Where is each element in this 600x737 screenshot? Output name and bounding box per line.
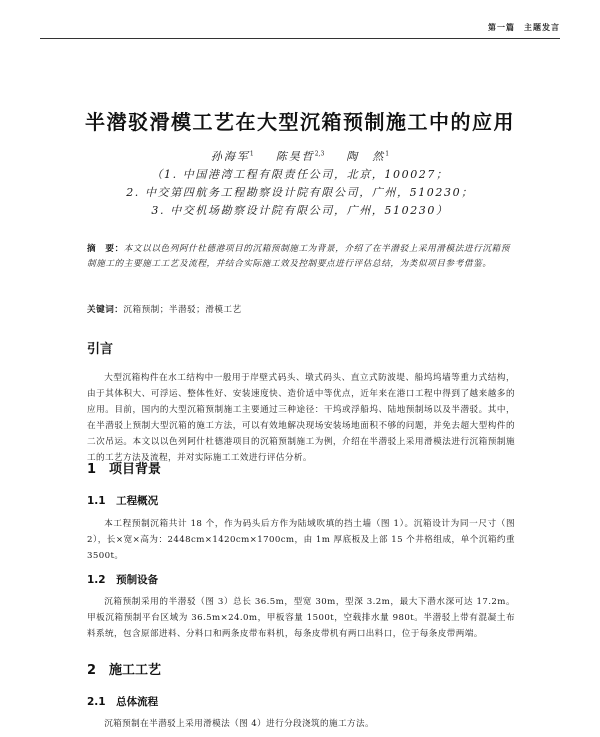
author-name: 孙海军 xyxy=(210,150,250,163)
equipment-paragraph: 沉箱预制采用的半潜驳（图 3）总长 36.5m，型宽 30m，型深 3.2m，最大下潜水深可达 17.2m。甲板沉箱预制平台区域为 36.5m×24.0m，甲板容量 1500t，空载排水量 980t。半潜驳上带有混凝土布料系统，包含原部进料、分料口和两条皮带布料机，每条皮带机有两口出料口，位于每条皮带两端。 xyxy=(87,597,515,639)
keywords xyxy=(87,303,515,317)
subsection-heading-equipment: 1.2 预制设备 xyxy=(87,574,159,586)
section-heading-intro: 引言 xyxy=(87,342,114,357)
section-heading-construction: 2 施工工艺 xyxy=(87,663,162,678)
author-name: 陈昊哲 xyxy=(275,150,315,163)
affiliation-line: （1. 中国港湾工程有限责任公司，北京，100027； xyxy=(151,168,449,181)
abstract-label: 摘 要： xyxy=(87,244,124,254)
abstract-text: 本文以以色列阿什杜德港项目的沉箱预制施工为背景，介绍了在半潜驳上采用滑模法进行沉箱预制施工的主要施工工艺及流程，并结合实际施工效及控制要点进行评估总结，为类似项目参考借鉴。 xyxy=(87,244,510,269)
author-affiliation-mark: 2,3 xyxy=(314,150,325,158)
paper-title: 半潜驳滑模工艺在大型沉箱预制施工中的应用 xyxy=(85,110,515,134)
author-affiliation-mark: 1 xyxy=(385,150,390,158)
intro-paragraph: 大型沉箱构件在水工结构中一般用于岸壁式码头、墩式码头、直立式防波堤、船坞坞墙等重力式结构，由于其体积大、可浮运、整体性好、安装速度快、造价适中等优点，近年来在港口工程中得到了越来越多的应用。目前，国内的大型沉箱预制施工主要通过三种途径：干坞或浮船坞、陆地预制场以及半潜驳。其中，在半潜驳上预制大型沉箱的施工方法，可以有效地解决现场安装场地面积不够的问题，并免去超大型构件的二次吊运。本文以以色列阿什杜德港项目的沉箱预制施工为例，介绍在半潜驳上采用滑模法进行沉箱预制施工的工艺方法及流程，并对实际施工工效进行评估分析。 xyxy=(87,373,515,463)
affiliation-line: 2. 中交第四航务工程勘察设计院有限公司，广州，510230； xyxy=(126,186,474,199)
subsection-heading-overview: 1.1 工程概况 xyxy=(87,495,159,507)
author-name: 陶 然 xyxy=(346,150,386,163)
affiliation-line: 3. 中交机场勘察设计院有限公司，广州，510230） xyxy=(151,204,449,217)
keywords-label: 关键词： xyxy=(87,305,124,315)
author-affiliation-mark: 1 xyxy=(249,150,254,158)
header-rule xyxy=(40,38,560,39)
subsection-heading-process: 2.1 总体流程 xyxy=(87,696,159,708)
keywords-text: 沉箱预制；半潜驳；滑模工艺 xyxy=(123,305,242,315)
running-header: 第一篇 主题发言 xyxy=(488,23,560,32)
section-heading-background: 1 项目背景 xyxy=(87,462,162,477)
overview-paragraph: 本工程预制沉箱共计 18 个，作为码头后方作为陆域吹填的挡土墙（图 1）。沉箱设计为同一尺寸（图 2），长×宽×高为：2448cm×1420cm×1700cm，由 1m 厚底板及上部 15 个井格组成，单个沉箱约重 3500t。 xyxy=(87,519,515,561)
author-line xyxy=(0,148,600,164)
abstract xyxy=(87,242,515,272)
process-paragraph: 沉箱预制在半潜驳上采用滑模法（图 4）进行分段浇筑的施工方法。 xyxy=(104,719,375,729)
